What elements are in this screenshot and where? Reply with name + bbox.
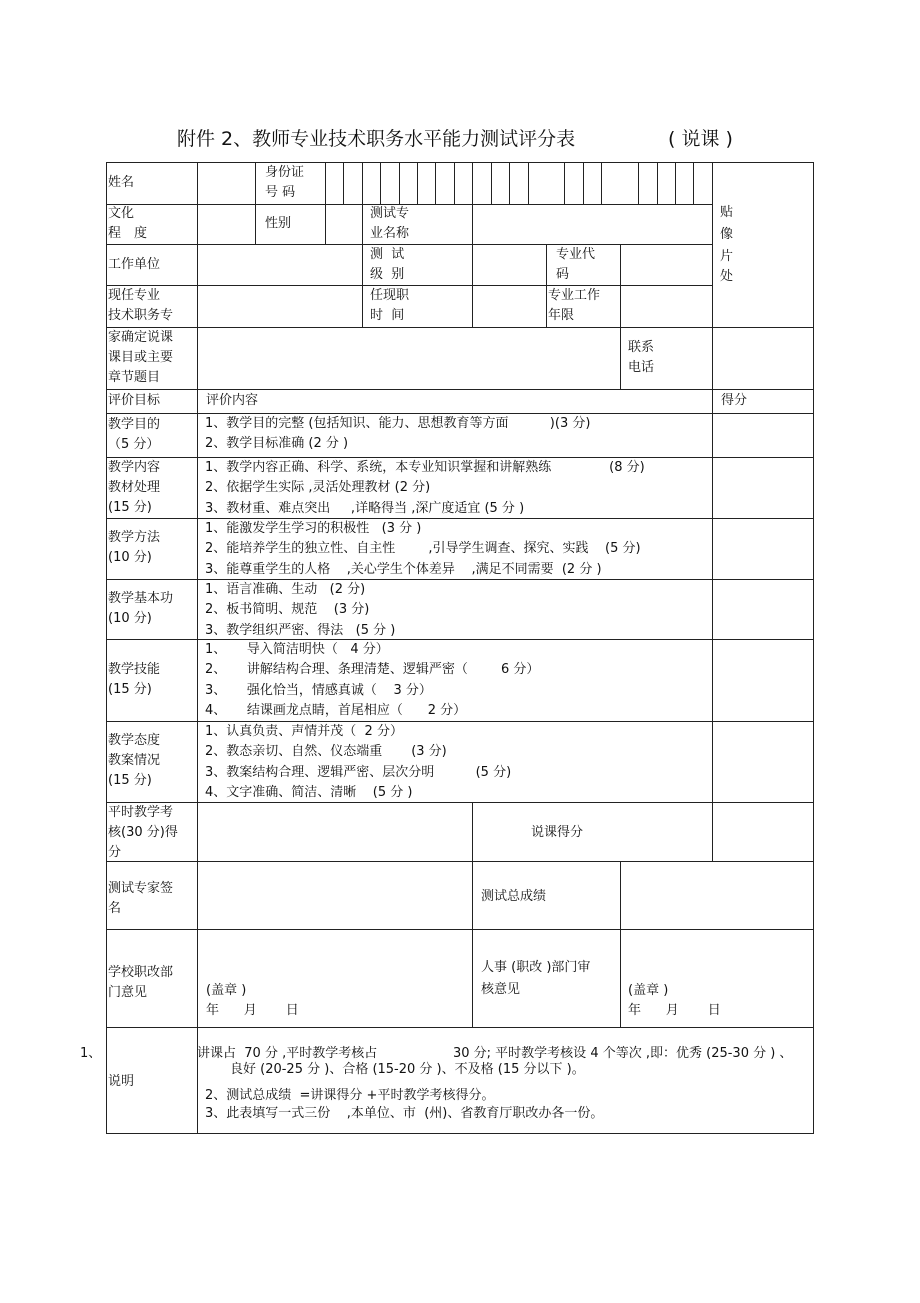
- total-score-label-cell: [472, 861, 621, 930]
- work-years-label-line: 专业工作: [548, 288, 601, 303]
- criterion-score-input[interactable]: [712, 518, 814, 580]
- level-label-line: 级 别: [370, 267, 405, 282]
- notes-line-3: 3、此表填写一式三份 ,本单位、市 (州)、省教育厅职改办各一份。: [205, 1106, 604, 1121]
- education-label-line: 文化: [108, 206, 135, 221]
- name-input-cell[interactable]: [197, 162, 256, 205]
- lecture-score-input-cell[interactable]: [712, 802, 814, 862]
- major-code-label-line: 专业代: [556, 247, 596, 262]
- id-label-line: 身份证: [265, 165, 305, 180]
- photo-label-line: 片: [720, 249, 734, 264]
- page-title: 附件 2、教师专业技术职务水平能力测试评分表: [177, 128, 576, 150]
- criterion-label-line: (10 分): [108, 610, 152, 626]
- criterion-content-cell: [197, 721, 713, 803]
- notes-line-1a: 讲课占 70 分 ,平时教学考核占: [197, 1046, 378, 1061]
- expert-sign-label-line: 测试专家签: [108, 881, 174, 896]
- criterion-line: 2、能培养学生的独立性、自主性 ,引导学生调查、探究、实践 (5 分): [205, 541, 641, 557]
- total-score-label: 测试总成绩: [481, 889, 547, 904]
- criterion-score-input[interactable]: [712, 457, 814, 519]
- notes-label-cell: [106, 1027, 198, 1134]
- criterion-line: 3、能尊重学生的人格 ,关心学生个体差异 ,满足不同需要 (2 分 ): [205, 561, 602, 577]
- id-label-line: 号 码: [265, 185, 296, 200]
- id-label-cell: [255, 162, 326, 205]
- eval-target-header: [106, 389, 198, 414]
- photo-label-line: 贴: [720, 205, 734, 220]
- school-opinion-label-line: 学校职改部: [108, 965, 174, 980]
- usual-assessment-label-line: 核(30 分)得: [108, 825, 178, 840]
- phone-label-cell: [620, 327, 713, 390]
- criterion-label-line: （5 分）: [108, 436, 160, 452]
- eval-target-header-text: 评价目标: [108, 393, 161, 408]
- work-years-input-cell[interactable]: [620, 285, 713, 328]
- criterion-content-cell: [197, 413, 713, 458]
- workplace-label: 工作单位: [108, 257, 161, 272]
- major-label-line: 测试专: [370, 206, 410, 221]
- hr-opinion-cell[interactable]: [620, 929, 814, 1028]
- name-label: 姓名: [108, 175, 135, 190]
- criterion-line: 1、认真负责、声情并茂（ 2 分）: [205, 724, 403, 739]
- tenure-input-cell[interactable]: [472, 285, 547, 328]
- current-title-label-cell: [106, 285, 198, 328]
- school-date-label: 年 月 日: [206, 1003, 299, 1018]
- criterion-label-line: 教学基本功: [108, 590, 174, 606]
- eval-score-header-text: 得分: [721, 393, 748, 408]
- criterion-label-cell: [106, 639, 198, 722]
- phone-input-cell[interactable]: [712, 327, 814, 390]
- criterion-line: 1、语言准确、生动 (2 分): [205, 582, 366, 597]
- tenure-label-line: 任现职: [370, 288, 410, 303]
- criterion-label-line: 教学内容: [108, 460, 161, 475]
- education-label-line: 程 度: [108, 226, 148, 241]
- phone-label-line: 电话: [628, 360, 655, 375]
- current-title-label-line: 现任专业: [108, 288, 161, 303]
- id-digit-box[interactable]: [325, 162, 344, 205]
- criterion-label-cell: [106, 457, 198, 519]
- criterion-line: 3、教学组织严密、得法 (5 分 ): [205, 622, 396, 638]
- criterion-label-line: 教材处理: [108, 480, 161, 495]
- criterion-line: 3、 强化恰当，情感真诚（ 3 分）: [205, 682, 432, 698]
- criterion-line: 2、教态亲切、自然、仪态端重 (3 分): [205, 744, 447, 760]
- criterion-label-line: (10 分): [108, 550, 152, 565]
- major-input-cell[interactable]: [472, 204, 713, 245]
- criterion-line: 4、文字准确、简洁、清晰 (5 分 ): [205, 784, 413, 800]
- id-digit-box[interactable]: [693, 162, 713, 205]
- total-score-input-cell[interactable]: [620, 861, 814, 930]
- criterion-label-line: (15 分): [108, 500, 152, 515]
- criterion-line: 2、 讲解结构合理、条理清楚、逻辑严密（ 6 分）: [205, 662, 540, 678]
- usual-assessment-label-line: 分: [108, 845, 122, 860]
- usual-assessment-label-cell: [106, 802, 198, 862]
- hr-opinion-label-line: 核意见: [481, 982, 521, 997]
- criterion-score-input[interactable]: [712, 413, 814, 458]
- criterion-label-cell: [106, 518, 198, 580]
- tenure-label-line: 时 间: [370, 308, 405, 323]
- criterion-label-line: 教学态度: [108, 733, 161, 748]
- major-label-cell: [362, 204, 473, 245]
- work-years-label-line: 年限: [548, 308, 575, 323]
- id-digit-box[interactable]: [601, 162, 639, 205]
- level-label-line: 测 试: [370, 247, 405, 262]
- school-seal-label: (盖章 ): [206, 983, 247, 998]
- school-opinion-label-cell: [106, 929, 198, 1028]
- id-digit-box[interactable]: [472, 162, 492, 205]
- criterion-content-cell: [197, 457, 713, 519]
- criterion-score-input[interactable]: [712, 579, 814, 640]
- criterion-label-cell: [106, 413, 198, 458]
- id-digit-box[interactable]: [491, 162, 510, 205]
- tenure-label-cell: [362, 285, 473, 328]
- gender-label: 性别: [265, 216, 292, 231]
- topic-label-line: 课目或主要: [108, 350, 174, 365]
- criterion-label-line: 教学目的: [108, 416, 161, 432]
- criterion-label-line: 教学技能: [108, 661, 161, 677]
- criterion-line: 2、板书简明、规范 (3 分): [205, 602, 370, 618]
- education-label-cell: [106, 204, 198, 245]
- photo-label-line: 处: [720, 269, 734, 284]
- topic-label-cell: [106, 327, 198, 390]
- criterion-line: 1、教学目的完整 (包括知识、能力、思想教育等方面 )(3 分): [205, 416, 591, 431]
- criterion-label-line: (15 分): [108, 773, 152, 788]
- school-opinion-label-line: 门意见: [108, 985, 148, 1000]
- id-digit-box[interactable]: [417, 162, 436, 205]
- criterion-line: 3、教案结构合理、逻辑严密、层次分明 (5 分): [205, 764, 512, 780]
- criterion-line: 1、能激发学生学习的积极性 (3 分 ): [205, 521, 422, 536]
- expert-sign-input-cell[interactable]: [197, 861, 473, 930]
- workplace-label-cell: [106, 244, 198, 286]
- id-digit-box[interactable]: [380, 162, 400, 205]
- name-label-cell: [106, 162, 198, 205]
- gender-label-cell: [255, 204, 326, 245]
- criterion-label-cell: [106, 579, 198, 640]
- topic-label-line: 家确定说课: [108, 330, 174, 345]
- lecture-score-label-cell: [472, 802, 713, 862]
- current-title-label-line: 技术职务专: [108, 308, 174, 323]
- hr-date-label: 年 月 日: [628, 1003, 721, 1018]
- major-label-line: 业名称: [370, 226, 410, 241]
- criterion-line: 2、依据学生实际 ,灵活处理教材 (2 分): [205, 480, 431, 496]
- notes-line-1c: 良好 (20-25 分 )、合格 (15-20 分 )、不及格 (15 分以下 )。: [230, 1062, 585, 1077]
- major-code-label-line: 码: [556, 267, 570, 282]
- id-digit-box[interactable]: [528, 162, 565, 205]
- level-label-cell: [362, 244, 473, 286]
- criterion-label-cell: [106, 721, 198, 803]
- major-code-input-cell[interactable]: [620, 244, 713, 286]
- id-digit-box[interactable]: [509, 162, 529, 205]
- lecture-score-label: 说课得分: [531, 825, 584, 840]
- id-digit-box[interactable]: [362, 162, 381, 205]
- notes-line-2: 2、测试总成绩 =讲课得分 +平时教学考核得分。: [205, 1088, 495, 1103]
- criterion-line: 3、教材重、难点突出 ,详略得当 ,深广度适宜 (5 分 ): [205, 500, 525, 516]
- eval-score-header: [712, 389, 814, 414]
- notes-line-1b: 30 分; 平时教学考核设 4 个等次 ,即：优秀 (25-30 分 ) 、: [453, 1046, 793, 1061]
- usual-assessment-input-cell[interactable]: [197, 802, 473, 862]
- page-title-suffix: ( 说课 ): [668, 128, 733, 150]
- criterion-label-line: (15 分): [108, 681, 152, 697]
- usual-assessment-label-line: 平时教学考: [108, 805, 174, 820]
- id-digit-box[interactable]: [454, 162, 473, 205]
- criterion-content-cell: [197, 518, 713, 580]
- criterion-content-cell: [197, 639, 713, 722]
- criterion-line: 1、 导入简洁明快（ 4 分）: [205, 642, 389, 657]
- criterion-score-input[interactable]: [712, 721, 814, 803]
- hr-opinion-label-cell: [472, 929, 621, 1028]
- criterion-label-line: 教学方法: [108, 530, 161, 545]
- school-opinion-cell[interactable]: [197, 929, 473, 1028]
- notes-content-cell: [197, 1027, 814, 1134]
- work-years-label-cell: [546, 285, 621, 328]
- expert-sign-label-cell: [106, 861, 198, 930]
- level-input-cell[interactable]: [472, 244, 547, 286]
- criterion-line: 4、 结课画龙点睛，首尾相应（ 2 分）: [205, 702, 467, 718]
- education-input-cell[interactable]: [197, 204, 256, 245]
- topic-label-line: 章节题目: [108, 370, 161, 385]
- id-digit-box[interactable]: [343, 162, 363, 205]
- id-digit-box[interactable]: [435, 162, 455, 205]
- topic-input-cell[interactable]: [197, 327, 621, 390]
- criterion-content-cell: [197, 579, 713, 640]
- notes-label: 说明: [108, 1074, 135, 1089]
- eval-content-header-text: 评价内容: [206, 393, 259, 408]
- gender-input-cell[interactable]: [325, 204, 363, 245]
- photo-label-line: 像: [720, 227, 734, 242]
- hr-seal-label: (盖章 ): [628, 983, 669, 998]
- expert-sign-label-line: 名: [108, 901, 122, 916]
- notes-prefix: 1、: [80, 1046, 102, 1061]
- id-digit-box[interactable]: [564, 162, 584, 205]
- id-digit-box[interactable]: [675, 162, 694, 205]
- photo-cell: [712, 162, 814, 328]
- eval-content-header: [197, 389, 713, 414]
- id-digit-box[interactable]: [583, 162, 602, 205]
- current-title-input-cell[interactable]: [197, 285, 363, 328]
- id-digit-box[interactable]: [638, 162, 658, 205]
- criterion-label-line: 教案情况: [108, 753, 161, 768]
- id-digit-box[interactable]: [399, 162, 418, 205]
- criterion-line: 1、教学内容正确、科学、系统，本专业知识掌握和讲解熟练 (8 分): [205, 460, 645, 475]
- criterion-line: 2、教学目标准确 (2 分 ): [205, 436, 349, 452]
- workplace-input-cell[interactable]: [197, 244, 363, 286]
- id-digit-box[interactable]: [657, 162, 676, 205]
- criterion-score-input[interactable]: [712, 639, 814, 722]
- major-code-label-cell: [546, 244, 621, 286]
- phone-label-line: 联系: [628, 340, 655, 355]
- hr-opinion-label-line: 人事 (职改 )部门审: [481, 960, 591, 975]
